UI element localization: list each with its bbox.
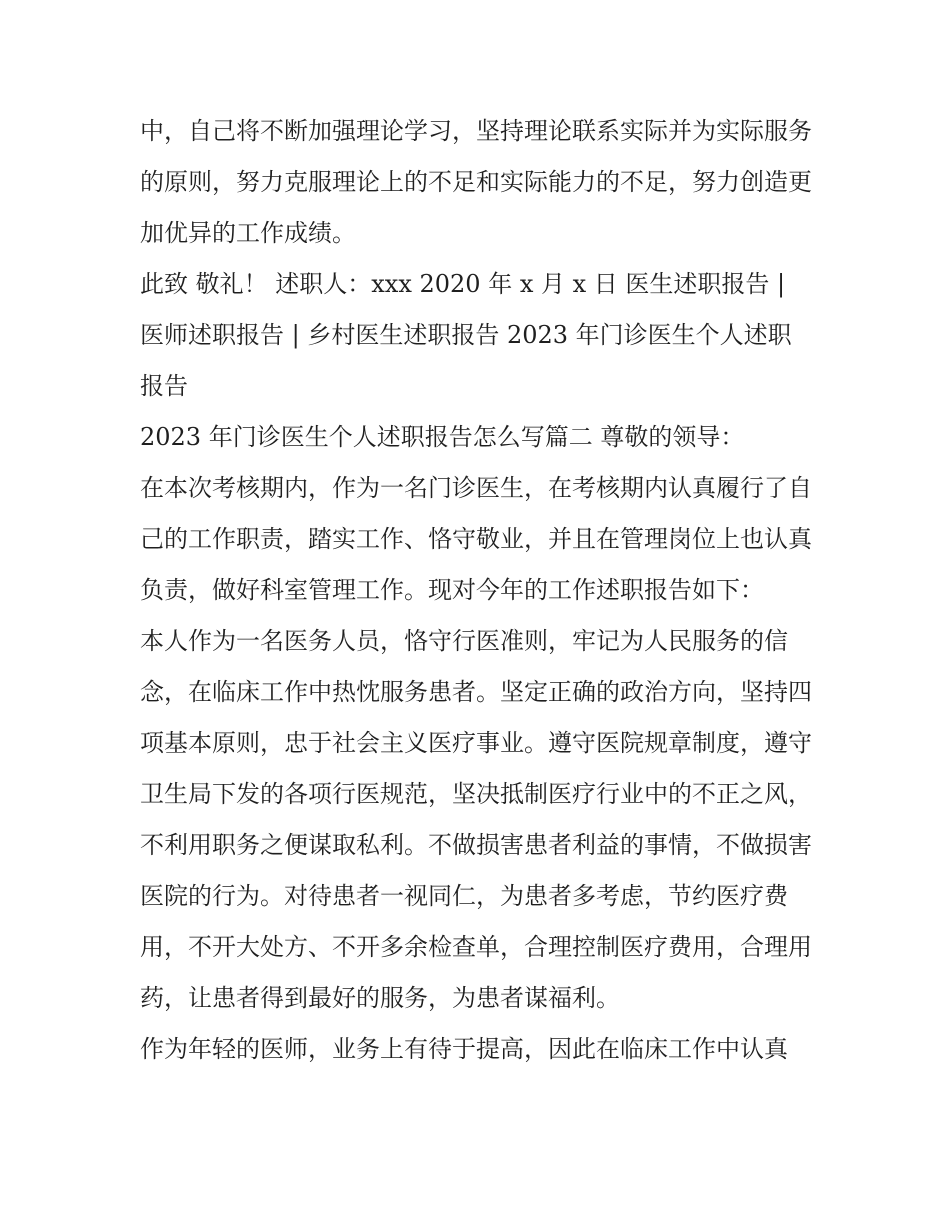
- paragraph-1: 中，自己将不断加强理论学习，坚持理论联系实际并为实际服务的原则，努力克服理论上的不足和实际能力的不足，努力创造更加优异的工作成绩。: [140, 117, 812, 247]
- paragraph-4: 在本次考核期内，作为一名门诊医生，在考核期内认真履行了自己的工作职责，踏实工作、恪守敬业，并且在管理岗位上也认真负责，做好科室管理工作。现对今年的工作述职报告如下：: [140, 474, 812, 604]
- paragraph-6: 作为年轻的医师，业务上有待于提高，因此在临床工作中认真: [140, 1035, 788, 1063]
- paragraph-3: 2023 年门诊医生个人述职报告怎么写篇二 尊敬的领导：: [140, 423, 745, 451]
- paragraph-2: 此致 敬礼！ 述职人：xxx 2020 年 x 月 x 日 医生述职报告 | 医师述职报告 | 乡村医生述职报告 2023 年门诊医生个人述职报告: [140, 270, 792, 400]
- document-body: [140, 106, 812, 1075]
- paragraph-5: 本人作为一名医务人员，恪守行医准则，牢记为人民服务的信念，在临床工作中热忱服务患者。坚定正确的政治方向，坚持四项基本原则，忠于社会主义医疗事业。遵守医院规章制度，遵守卫生局下发的各项行医规范，坚决抵制医疗行业中的不正之风，不利用职务之便谋取私利。不做损害患者利益的事情，不做损害医院的行为。对待患者一视同仁，为患者多考虑，节约医疗费用，不开大处方、不开多余检查单，合理控制医疗费用，合理用药，让患者得到最好的服务，为患者谋福利。: [140, 627, 812, 1012]
